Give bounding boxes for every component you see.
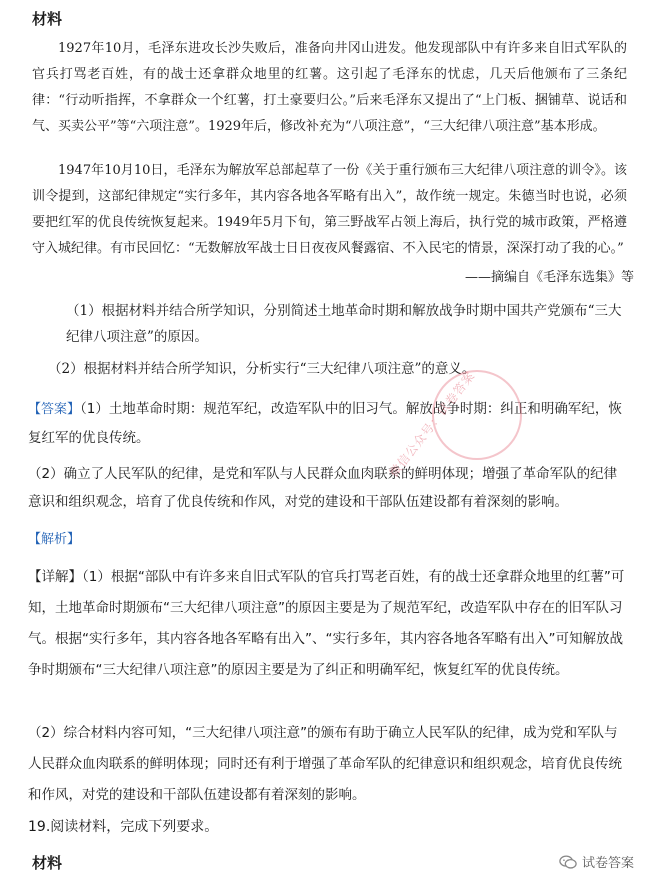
answer-part-2: （2）确立了人民军队的纪律，是党和军队与人民群众血肉联系的鲜明体现；增强了革命军队的纪律意识和组织观念，培育了优良传统和作风，对党的建设和干部队伍建设都有着深刻的影响。	[28, 466, 618, 510]
material-source: ——摘编自《毛泽东选集》等	[464, 270, 634, 285]
question-2: （2）根据材料并结合所学知识，分析实行“三大纪律八项注意”的意义。	[48, 361, 476, 377]
brand-label: 试卷答案	[581, 856, 634, 871]
detail-tag: 【详解】	[28, 569, 82, 585]
analysis-part-1: （1）根据“部队中有许多来自旧式军队的官兵打骂老百姓，有的战士还拿群众地里的红薯”可知，土地革命时期颁布“三大纪律八项注意”的原因主要是为了规范军纪，改造军队中存在的旧军队习气。根据“实行多年，其内容各地各军略有出入”、“实行多年，其内容各地各军略有出入”可知解放战争时期颁布“三大纪律八项注意”的原因主要是为了纠正和明确军纪，恢复红军的优良传统。	[28, 569, 625, 678]
answer-tag: 【答案】	[28, 402, 81, 417]
wechat-icon	[559, 854, 577, 870]
material-paragraph-2: 1947年10月10日，毛泽东为解放军总部起草了一份《关于重行颁布三大纪律八项注意的训令》。该训令提到，这部纪律规定“实行多年，其内容各地各军略有出入”，故作统一规定。朱德当时也说，必须要把红军的优良传统恢复起来。1949年5月下旬，第三野战军占领上海后，执行党的城市政策，严格遵守入城纪律。有市民回忆：“无数解放军战士日日夜夜风餐露宿、不入民宅的情景，深深打动了我的心。”	[32, 163, 627, 256]
watermark-text: 微信公众号：试卷答案	[386, 368, 478, 480]
brand-logo	[559, 852, 634, 871]
analysis-block	[28, 562, 628, 686]
analysis-tag: 【解析】	[28, 532, 81, 547]
question-1: （1）根据材料并结合所学知识，分别简述土地革命时期和解放战争时期中国共产党颁布“三大纪律八项注意”的原因。	[66, 303, 622, 345]
analysis-part-2: （2）综合材料内容可知，“三大纪律八项注意”的颁布有助于确立人民军队的纪律，成为党和军队与人民群众血肉联系的鲜明体现；同时还有利于增强了革命军队的纪律意识和组织观念，培育优良传统和作风，对党的建设和干部队伍建设都有着深刻的影响。	[28, 725, 622, 803]
answer-part-1: （1）土地革命时期：规范军纪，改造军队中的旧习气。解放战争时期：纠正和明确军纪，恢复红军的优良传统。	[28, 401, 622, 446]
answer-block	[28, 395, 628, 452]
next-question-prompt: 阅读材料，完成下列要求。	[50, 819, 219, 835]
material-heading: 材料	[32, 10, 63, 28]
next-question	[28, 816, 218, 836]
next-question-number: 19.	[28, 819, 51, 835]
next-material-heading: 材料	[32, 854, 63, 872]
material-paragraph-1: 1927年10月，毛泽东进攻长沙失败后，准备向井冈山进发。他发现部队中有许多来自旧式军队的官兵打骂老百姓，有的战士还拿群众地里的红薯。这引起了毛泽东的忧虑，几天后他颁布了三条纪律：“行动听指挥，不拿群众一个红薯，打土豪要归公。”后来毛泽东又提出了“上门板、捆铺草、说话和气、买卖公平”等“六项注意”。1929年后，修改补充为“八项注意”，“三大纪律八项注意”基本形成。	[32, 41, 627, 134]
